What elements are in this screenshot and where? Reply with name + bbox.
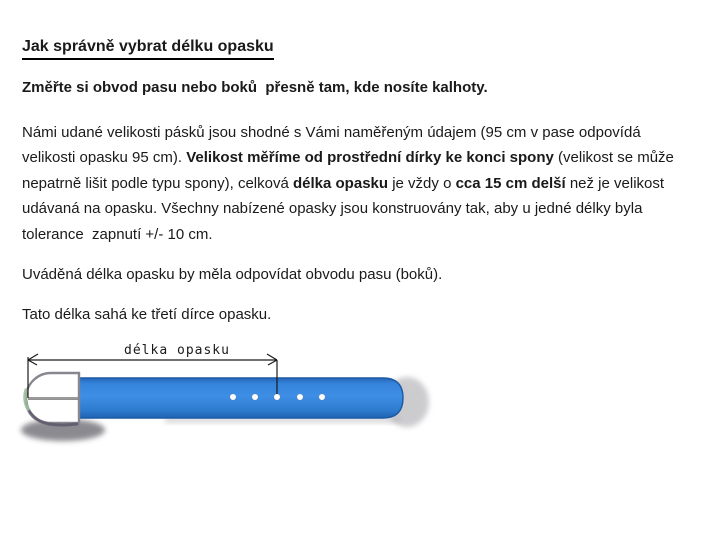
- belt-hole: [274, 394, 280, 400]
- belt-diagram: [15, 338, 435, 458]
- sizing-bold-length: délka opasku: [293, 174, 389, 192]
- belt-hole: [297, 394, 303, 400]
- sizing-text-1: Námi udané velikosti pásků jsou shodné s Vámi naměřeným údajem (95 cm v pase odpovídá velikosti opasku 95 cm).: [22, 124, 645, 167]
- belt-illustration: [15, 338, 435, 458]
- sizing-text-4: než je velikost udávaná na opasku. Všechny nabízené opasky jsou konstruovány tak, aby u jedné délky byla tolerance zapnutí +/- 10 cm.: [22, 174, 669, 243]
- belt-hole: [252, 394, 258, 400]
- intro-sentence: Změřte si obvod pasu nebo boků přesně tam, kde nosíte kalhoty.: [22, 79, 488, 96]
- belt-strap: [73, 378, 403, 418]
- sizing-paragraph: [22, 120, 694, 247]
- sizing-bold-15cm: cca 15 cm delší: [455, 174, 566, 192]
- sizing-bold-measure: Velikost měříme od prostřední dírky ke konci spony: [186, 149, 554, 167]
- page-title: [22, 38, 274, 60]
- dimension-label: délka opasku: [124, 343, 230, 358]
- belt-hole: [319, 394, 325, 400]
- third-hole-note: Tato délka sahá ke třetí dírce opasku.: [22, 306, 272, 323]
- belt-hole: [230, 394, 236, 400]
- sizing-text-3: je vždy o: [388, 174, 456, 192]
- length-note: Uváděná délka opasku by měla odpovídat obvodu pasu (boků).: [22, 266, 443, 283]
- sizing-text-2: (velikost se může nepatrně lišit podle typu spony), celková: [22, 149, 679, 192]
- page-title-text: Jak správně vybrat délku opasku: [22, 38, 274, 60]
